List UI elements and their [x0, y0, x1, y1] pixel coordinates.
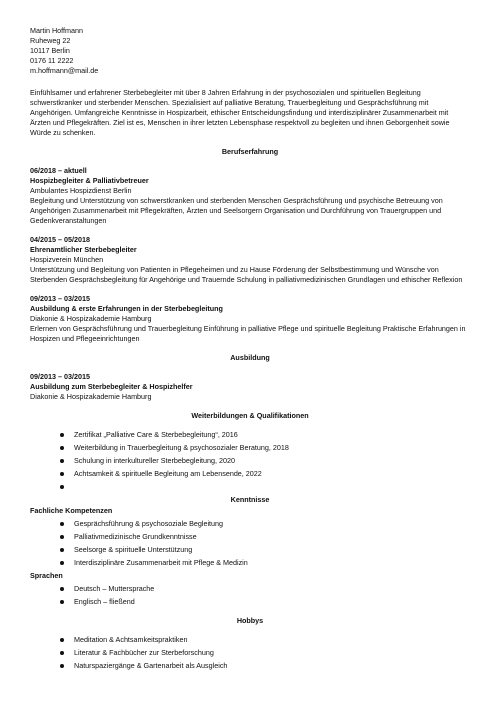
entry-organization: Diakonie & Hospizakademie Hamburg	[30, 314, 152, 323]
list-item: Literatur & Fachbücher zur Sterbeforschung	[60, 648, 470, 658]
entry-date: 09/2013 – 03/2015	[30, 372, 90, 381]
section-title-skills: Kenntnisse	[230, 495, 270, 504]
entry-role: Hospizbegleiter & Palliativbetreuer	[30, 176, 149, 185]
entry-date: 04/2015 – 05/2018	[30, 235, 90, 244]
entry-description: Erlernen von Gesprächsführung und Trauerbegleitung Einführung in palliative Pflege und spirituelle Begleitung Praktische Erfahrungen in Hospizen und Pflegeeinrichtungen	[30, 324, 466, 343]
list-item: Schulung in interkultureller Sterbebegleitung, 2020	[60, 456, 470, 466]
list-item: Zertifikat „Palliative Care & Sterbebegleitung“, 2016	[60, 430, 470, 440]
experience-entry	[30, 235, 470, 285]
contact-phone: 0176 11 2222	[30, 56, 74, 65]
contact-block	[30, 26, 470, 76]
section-title-training: Weiterbildungen & Qualifikationen	[191, 411, 309, 420]
entry-role: Ehrenamtlicher Sterbebegleiter	[30, 245, 137, 254]
hobbies-list	[30, 635, 470, 671]
list-item: Englisch – fließend	[60, 597, 470, 607]
list-item: Naturspaziergänge & Gartenarbeit als Ausgleich	[60, 661, 470, 671]
list-item: Palliativmedizinische Grundkenntnisse	[60, 532, 470, 542]
entry-date: 09/2013 – 03/2015	[30, 294, 90, 303]
entry-description: Unterstützung und Begleitung von Patienten in Pflegeheimen und zu Hause Förderung der Selbstbestimmung und Wünsche von Sterbenden Gesprächsbegleitung für Angehörige und Trauernde Schulung in palliativmedizinischen Grundlagen und ethischer Reflexion	[30, 265, 463, 284]
entry-role: Ausbildung zum Sterbebegleiter & Hospizhelfer	[30, 382, 193, 391]
section-title-experience: Berufserfahrung	[221, 147, 279, 156]
training-list	[30, 430, 470, 492]
entry-organization: Hospizverein München	[30, 255, 104, 264]
list-item-empty	[60, 482, 470, 492]
list-item: Gesprächsführung & psychosoziale Begleitung	[60, 519, 470, 529]
list-item: Meditation & Achtsamkeitspraktiken	[60, 635, 470, 645]
list-item: Deutsch – Muttersprache	[60, 584, 470, 594]
entry-date: 06/2018 – aktuell	[30, 166, 87, 175]
contact-street: Ruheweg 22	[30, 36, 71, 45]
contact-email: m.hoffmann@mail.de	[30, 66, 99, 75]
skills-professional-label: Fachliche Kompetenzen	[30, 506, 113, 515]
education-entry	[30, 372, 470, 402]
list-item: Interdisziplinäre Zusammenarbeit mit Pflege & Medizin	[60, 558, 470, 568]
list-item: Seelsorge & spirituelle Unterstützung	[60, 545, 470, 555]
contact-name: Martin Hoffmann	[30, 26, 83, 35]
list-item: Weiterbildung in Trauerbegleitung & psychosozialer Beratung, 2018	[60, 443, 470, 453]
experience-entry	[30, 294, 470, 344]
experience-entry	[30, 166, 470, 226]
list-item: Achtsamkeit & spirituelle Begleitung am Lebensende, 2022	[60, 469, 470, 479]
section-title-education: Ausbildung	[230, 353, 270, 362]
professional-skills-list	[30, 519, 470, 568]
profile-summary: Einfühlsamer und erfahrener Sterbebegleiter mit über 8 Jahren Erfahrung in der psychosozialen und spirituellen Begleitung schwerstkranker und sterbender Menschen. Spezialisiert auf palliative Beratung, Trauerbegleitung und Gesprächsführung mit Angehörigen. Umfangreiche Kenntnisse in Hospizarbeit, ethischer Entscheidungsfindung und interdisziplinärer Zusammenarbeit mit Ärzten und Pflegekräften. Ziel ist es, Menschen in ihrer letzten Lebensphase respektvoll zu begleiten und ihnen Geborgenheit sowie Würde zu schenken.	[30, 88, 450, 137]
contact-city: 10117 Berlin	[30, 46, 70, 55]
entry-organization: Ambulantes Hospizdienst Berlin	[30, 186, 132, 195]
skills-languages-label: Sprachen	[30, 571, 63, 580]
languages-list	[30, 584, 470, 607]
section-title-hobbies: Hobbys	[236, 616, 264, 625]
entry-organization: Diakonie & Hospizakademie Hamburg	[30, 392, 152, 401]
entry-role: Ausbildung & erste Erfahrungen in der Sterbebegleitung	[30, 304, 223, 313]
entry-description: Begleitung und Unterstützung von schwerstkranken und sterbenden Menschen Gesprächsführung und psychische Betreuung von Angehörigen Zusammenarbeit mit Pflegekräften, Ärzten und Seelsorgern Organisation und Durchführung von Trauergruppen und Gedenkveranstaltungen	[30, 196, 443, 225]
skills-block	[30, 506, 470, 607]
